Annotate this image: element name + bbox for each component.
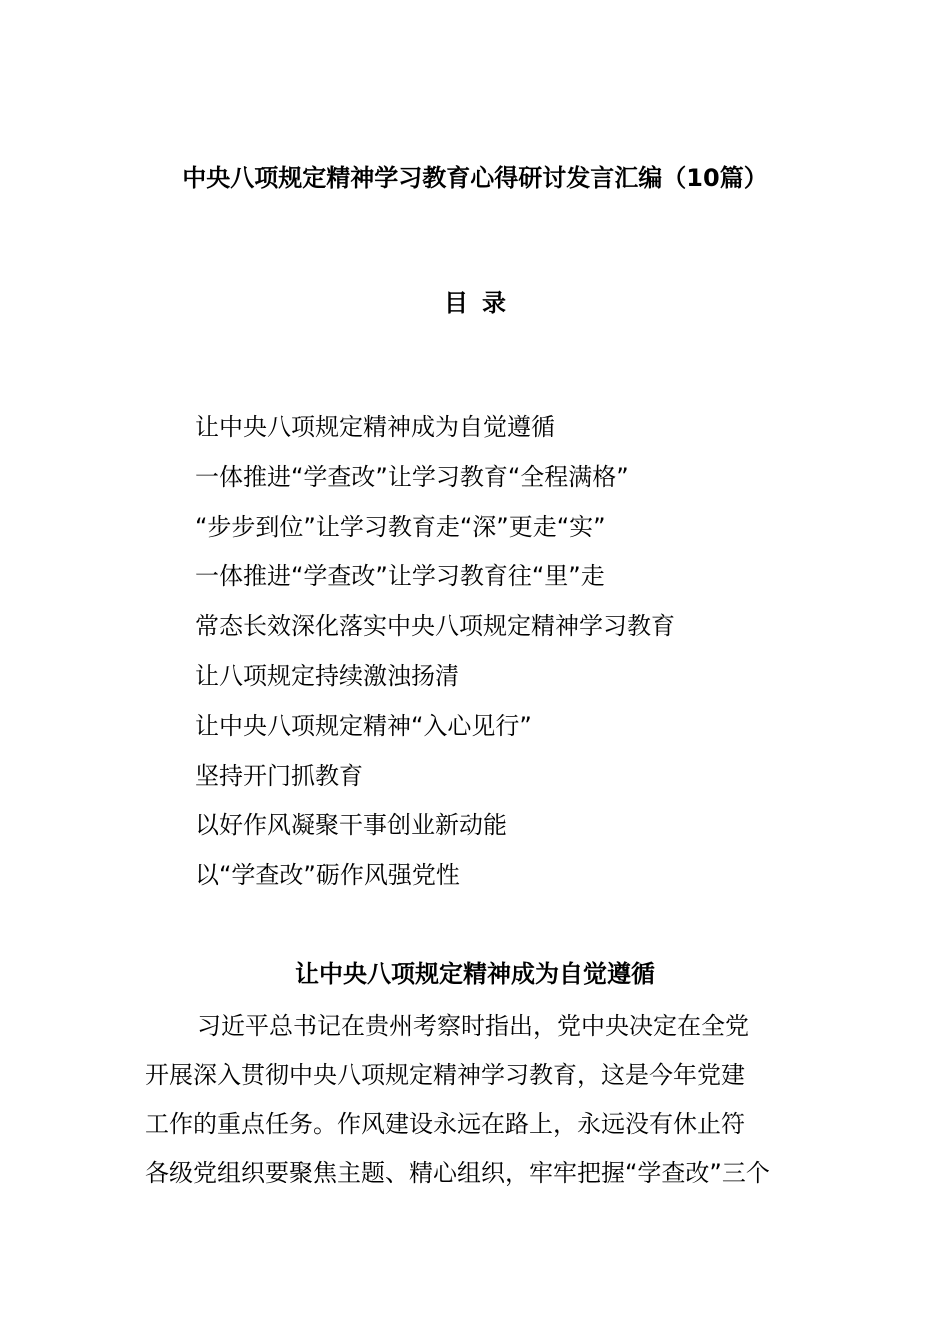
toc-item: “步步到位”让学习教育走“深”更走“实” bbox=[195, 512, 606, 541]
toc-item: 以“学查改”砺作风强党性 bbox=[195, 861, 460, 890]
body-line: 工作的重点任务。作风建设永远在路上，永远没有休止符 bbox=[145, 1110, 745, 1138]
table-of-contents bbox=[195, 407, 675, 905]
body-line: 开展深入贯彻中央八项规定精神学习教育，这是今年党建 bbox=[145, 1061, 745, 1089]
toc-heading-char-1: 目 bbox=[444, 289, 468, 317]
body-line: 习近平总书记在贵州考察时指出，党中央决定在全党 bbox=[197, 1012, 749, 1040]
toc-item: 以好作风凝聚干事创业新动能 bbox=[195, 811, 507, 840]
section-title: 让中央八项规定精神成为自觉遵循 bbox=[295, 960, 655, 988]
toc-item: 坚持开门抓教育 bbox=[195, 761, 363, 790]
body-paragraph bbox=[145, 1004, 807, 1200]
toc-item: 让八项规定持续激浊扬清 bbox=[195, 661, 459, 690]
toc-item: 让中央八项规定精神“入心见行” bbox=[195, 711, 532, 740]
toc-heading bbox=[0, 285, 950, 321]
toc-item: 一体推进“学查改”让学习教育“全程满格” bbox=[195, 462, 629, 491]
toc-item: 一体推进“学查改”让学习教育往“里”走 bbox=[195, 562, 605, 591]
document-title: 中央八项规定精神学习教育心得研讨发言汇编（10篇） bbox=[182, 164, 768, 192]
body-line: 各级党组织要聚焦主题、精心组织，牢牢把握“学查改”三个 bbox=[145, 1159, 770, 1187]
toc-heading-char-2: 录 bbox=[482, 289, 506, 317]
toc-item: 常态长效深化落实中央八项规定精神学习教育 bbox=[195, 612, 675, 641]
toc-item: 让中央八项规定精神成为自觉遵循 bbox=[195, 413, 555, 441]
